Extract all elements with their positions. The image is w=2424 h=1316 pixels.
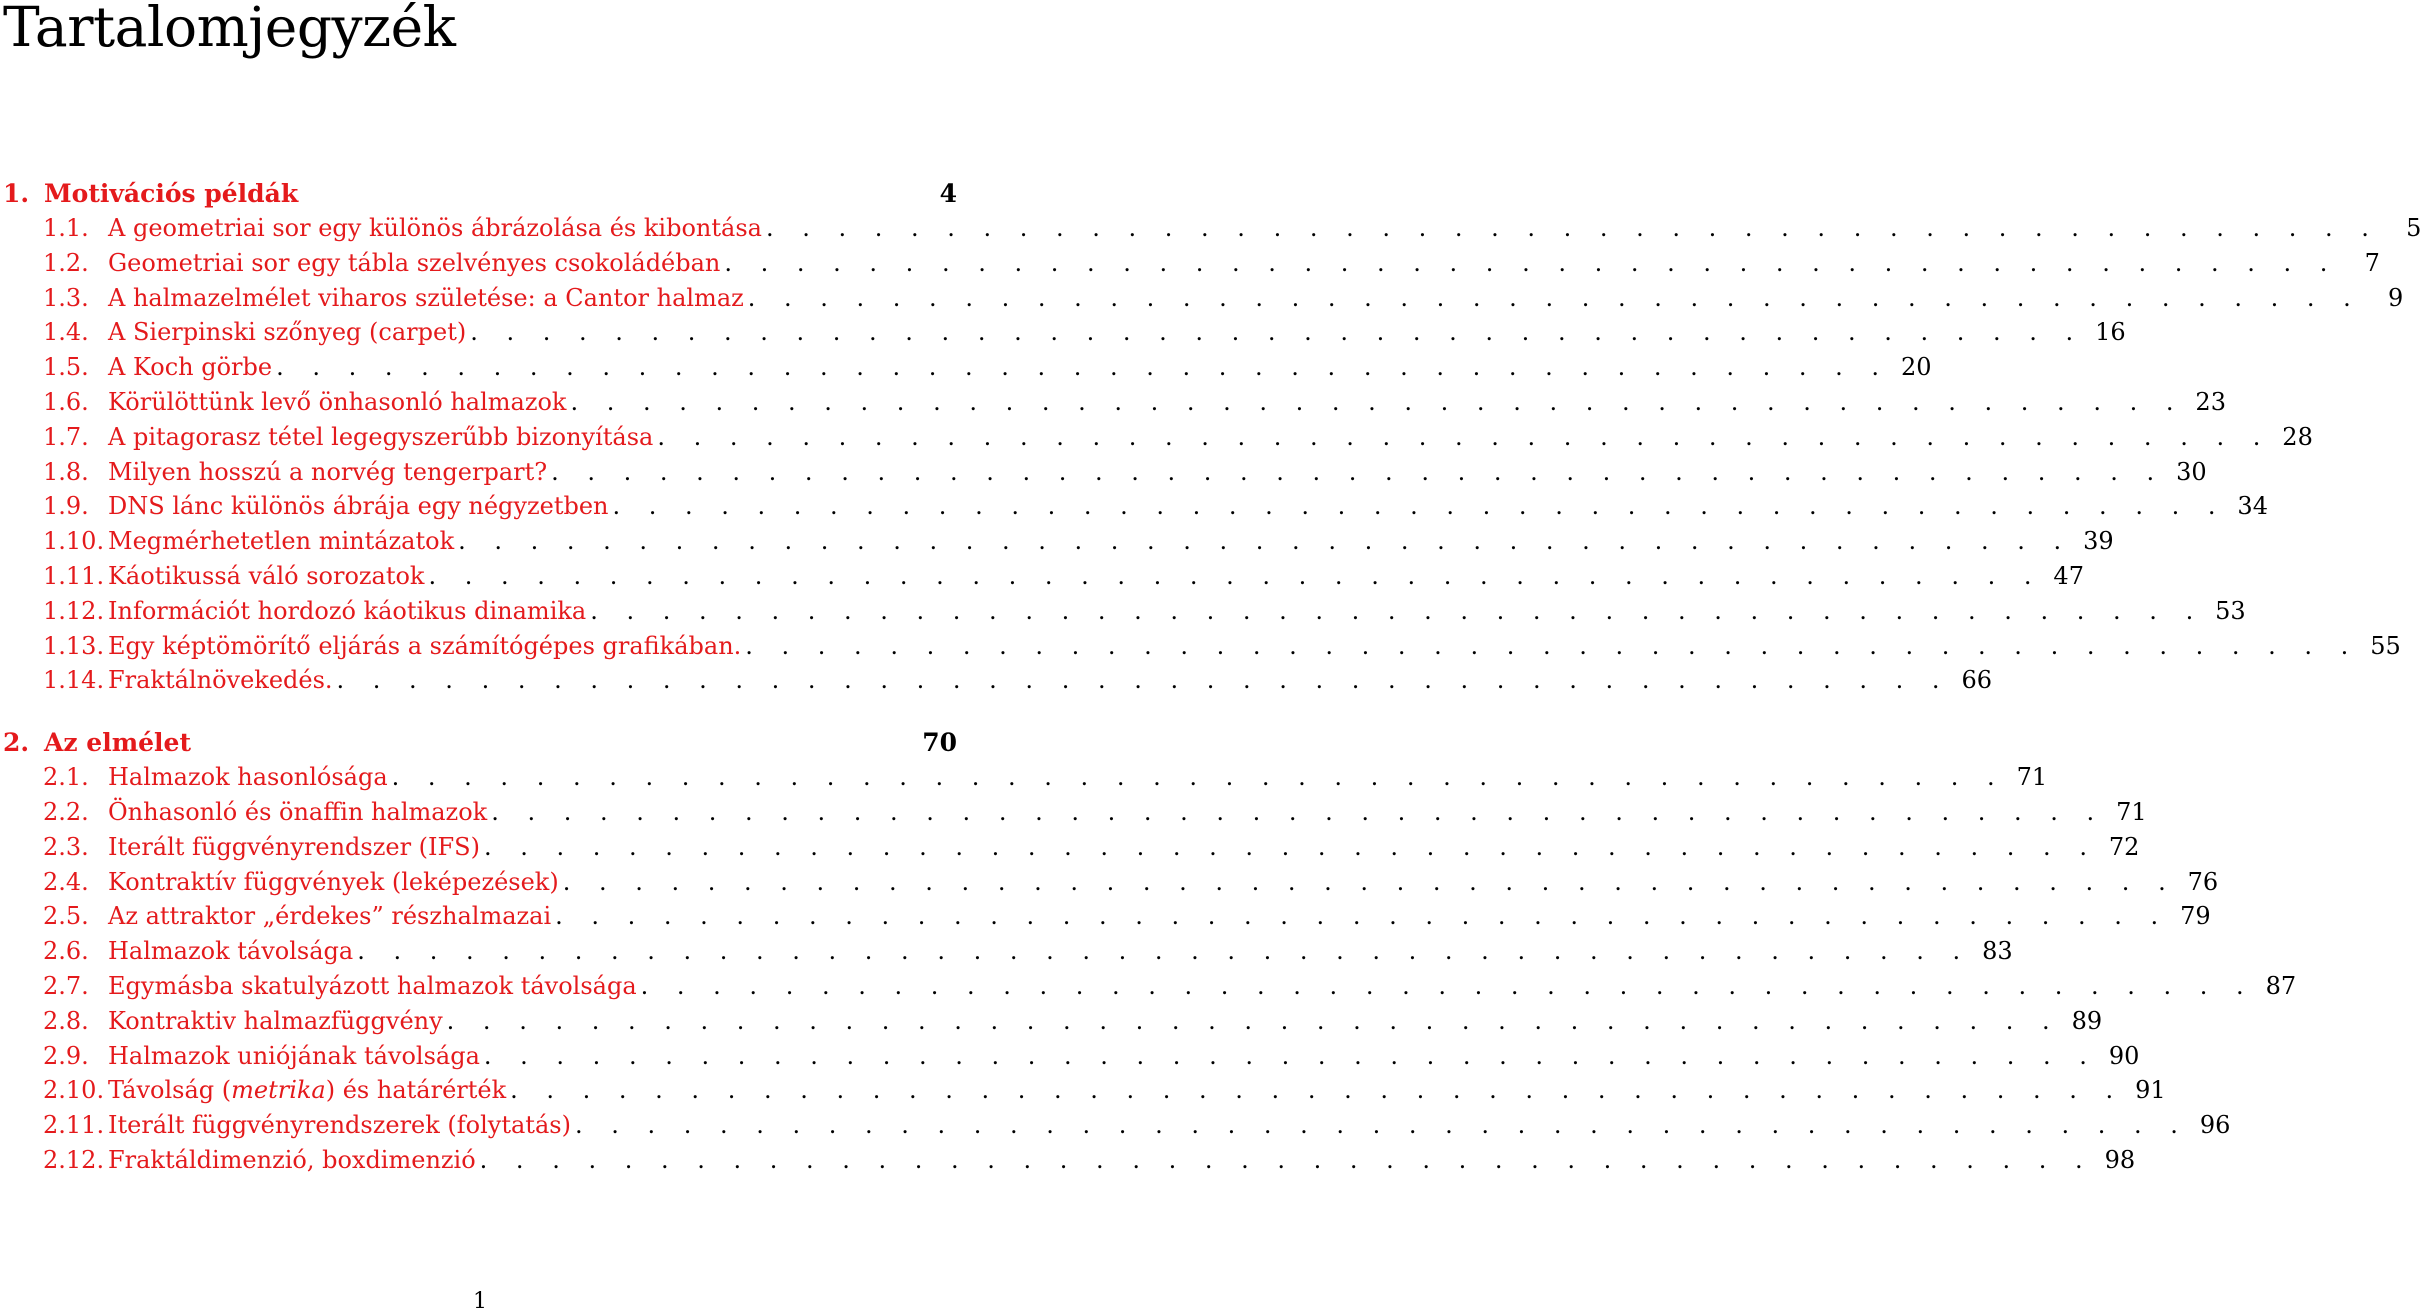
toc-chapter [0,176,2422,698]
section-title-link[interactable]: Önhasonló és önaffin halmazok [108,797,488,826]
section-page-number: 30 [2176,457,2207,486]
toc-section-entry[interactable] [0,559,2084,594]
section-page-number: 71 [2016,763,2048,792]
section-number[interactable]: 2.5. [43,902,89,931]
section-page-number: 90 [2108,1041,2140,1070]
section-number[interactable]: 2.1. [43,763,89,792]
section-title-link[interactable]: Káotikussá váló sorozatok [108,561,425,590]
toc-section-entry[interactable] [0,760,2048,795]
section-page-number: 28 [2282,422,2313,451]
toc-section-entry[interactable] [0,455,2207,490]
section-page-number: 53 [2215,596,2246,625]
section-number[interactable]: 2.12. [43,1145,105,1174]
section-number[interactable]: 1.9. [43,492,89,521]
dot-leader: . . . . . . . . . . . . . . . . . . . . . . . . . . . . . . . . . . . . . . . . . . . . . [570,387,2184,416]
toc-chapter [0,725,2297,1178]
toc-section-entry[interactable] [0,1108,2231,1143]
toc-section-entry[interactable] [0,899,2211,934]
section-number[interactable]: 1.6. [43,387,89,416]
section-page-number: 83 [1982,937,2013,966]
section-title-link[interactable]: Egy képtömörítő eljárás a számítógépes grafikában. [108,631,742,660]
section-number[interactable]: 1.12. [43,596,105,625]
toc-section-entry[interactable] [0,1039,2140,1074]
toc-section-entry[interactable] [0,969,2297,1004]
toc-chapter-entry[interactable] [0,725,960,760]
dot-leader: . . . . . . . . . . . . . . . . . . . . . . . . . . . . . . . . . . . . . . . . . . . . . [483,832,2098,861]
toc-section-entry[interactable] [0,934,2013,969]
section-page-number: 16 [2095,318,2126,347]
section-number[interactable]: 2.10. [43,1076,105,1105]
section-title-link[interactable]: DNS lánc különös ábrája egy négyzetben [108,492,609,521]
page-title: Tartalomjegyzék [3,0,456,59]
dot-leader: . . . . . . . . . . . . . . . . . . . . . . . . . . . . . . . . . . . . . . . . . . . . . [562,867,2177,896]
toc-section-entry[interactable] [0,594,2246,629]
chapter-title-link[interactable]: Az elmélet [44,728,192,758]
section-page-number: 47 [2053,561,2084,590]
section-page-number: 76 [2187,867,2219,896]
chapter-page-number: 4 [939,179,957,208]
section-title-link[interactable]: Kontraktív függvények (leképezések) [108,867,559,896]
toc-section-entry[interactable] [0,246,2380,281]
toc-chapter-entry[interactable] [0,176,960,211]
section-number[interactable]: 2.9. [43,1041,89,1070]
toc-section-entry[interactable] [0,1004,2103,1039]
dot-leader: . . . . . . . . . . . . . . . . . . . . . . . . . . . . . . . . . . . . . . . . . . . . . [357,937,1971,966]
dot-leader: . . . . . . . . . . . . . . . . . . . . . . . . . . . . . . . . . . . . . . . . . . . . . [391,763,2006,792]
section-number[interactable]: 2.8. [43,1006,89,1035]
section-page-number: 87 [2265,971,2297,1000]
section-title-link[interactable]: Egymásba skatulyázott halmazok távolsága [108,971,637,1000]
section-number[interactable]: 1.8. [43,457,89,486]
dot-leader: . . . . . . . . . . . . . . . . . . . . . . . . . . . . . . . . . . . . . . . . . . . . . [470,318,2084,347]
section-number[interactable]: 2.4. [43,867,89,896]
toc-section-entry[interactable] [0,281,2404,316]
section-title-italic-part: metrika [231,1076,326,1105]
chapter-number[interactable]: 2. [3,728,30,758]
dot-leader: . . . . . . . . . . . . . . . . . . . . . . . . . . . . . . . . . . . . . . . . . . . . . [765,214,2380,242]
section-title-link[interactable]: Iterált függvényrendszer (IFS) [108,832,480,861]
chapter-page-number: 70 [922,728,957,758]
dot-leader: . . . . . . . . . . . . . . . . . . . . . . . . . . . . . . . . . . . . . . . . . . . . . [446,1006,2061,1035]
toc-section-entry[interactable] [0,315,2126,350]
section-page-number: 72 [2108,832,2140,861]
dot-leader: . . . . . . . . . . . . . . . . . . . . . . . . . . . . . . . . . . . . . . . . . . . . . [612,492,2226,521]
toc-section-entry[interactable] [0,420,2313,455]
section-number[interactable]: 2.2. [43,797,89,826]
section-title-link[interactable]: Megmérhetetlen mintázatok [108,527,455,556]
section-title-link[interactable]: Halmazok távolsága [108,937,354,966]
section-page-number: 34 [2237,492,2268,521]
section-page-number: 91 [2135,1076,2166,1105]
section-title-link[interactable]: Fraktálnövekedés. [108,666,333,695]
section-title-link[interactable] [108,1073,506,1108]
section-title-link[interactable]: Halmazok uniójának távolsága [108,1041,480,1070]
section-title-link[interactable]: Geometriai sor egy tábla szelvényes csokoládéban [108,248,721,277]
section-number[interactable]: 1.4. [43,318,89,347]
section-number[interactable]: 1.7. [43,422,89,451]
section-title-link[interactable]: Iterált függvényrendszerek (folytatás) [108,1111,571,1140]
section-page-number: 71 [2116,797,2147,826]
toc-section-entry[interactable] [0,795,2147,830]
section-page-number: 79 [2180,902,2211,931]
section-title-link[interactable]: A halmazelmélet viharos születése: a Cantor halmaz [108,283,744,312]
toc-section-entry[interactable] [0,830,2140,865]
section-number[interactable]: 1.3. [43,283,89,312]
section-title-link[interactable]: Körülöttünk levő önhasonló halmazok [108,387,567,416]
section-number[interactable]: 1.11. [43,561,105,590]
dot-leader: . . . . . . . . . . . . . . . . . . . . . . . . . . . . . . . . . . . . . . . . . . . . . [483,1041,2098,1070]
dot-leader: . . . . . . . . . . . . . . . . . . . . . . . . . . . . . . . . . . . . . . . . . . . . . [510,1076,2124,1105]
section-title-link[interactable]: A Sierpinski szőnyeg (carpet) [108,318,467,347]
section-number[interactable]: 1.14. [43,666,105,695]
section-title-link[interactable]: A pitagorasz tétel legegyszerűbb bizonyítása [108,422,654,451]
dot-leader: . . . . . . . . . . . . . . . . . . . . . . . . . . . . . . . . . . . . . . . . . . . . . [724,248,2338,277]
page-number: 1 [473,1289,487,1314]
section-number[interactable]: 1.1. [43,214,89,242]
dot-leader: . . . . . . . . . . . . . . . . . . . . . . . . . . . . . . . . . . . . . . . . . . . . . [555,902,2169,931]
section-page-number: 7 [2364,248,2380,277]
section-title-link[interactable]: A Koch görbe [108,353,273,382]
section-title-link[interactable]: A geometriai sor egy különös ábrázolása és kibontása [108,214,762,242]
dot-leader: . . . . . . . . . . . . . . . . . . . . . . . . . . . . . . . . . . . . . . . . . . . . . [574,1111,2189,1140]
dot-leader: . . . . . . . . . . . . . . . . . . . . . . . . . . . . . . . . . . . . . . . . . . . . . [590,596,2204,625]
section-title-part: Távolság ( [108,1076,232,1105]
dot-leader: . . . . . . . . . . . . . . . . . . . . . . . . . . . . . . . . . . . . . . . . . . . . . [479,1145,2094,1174]
dot-leader: . . . . . . . . . . . . . . . . . . . . . . . . . . . . . . . . . . . . . . . . . . . . . [747,283,2362,312]
chapter-title-link[interactable]: Motivációs példák [44,179,299,208]
toc-section-entry[interactable] [0,629,2401,664]
dot-leader: . . . . . . . . . . . . . . . . . . . . . . . . . . . . . . . . . . . . . . . . . . . . . [640,971,2255,1000]
dot-leader: . . . . . . . . . . . . . . . . . . . . . . . . . . . . . . . . . . . . . . . . . . . . . [745,631,2359,660]
section-page-number: 5 [2406,214,2422,242]
section-title-link[interactable]: Fraktáldimenzió, boxdimenzió [108,1145,476,1174]
section-page-number: 55 [2370,631,2401,660]
section-number[interactable]: 1.13. [43,631,105,660]
toc-section-entry[interactable] [0,211,2422,246]
dot-leader: . . . . . . . . . . . . . . . . . . . . . . . . . . . . . . . . . . . . . . . . . . . . . [276,353,1890,382]
toc-section-entry[interactable] [0,1143,2136,1178]
toc-section-entry[interactable] [0,385,2226,420]
chapter-number[interactable]: 1. [3,179,30,208]
toc-section-entry[interactable] [0,865,2219,900]
section-title-link[interactable]: Milyen hosszú a norvég tengerpart? [108,457,548,486]
toc-section-entry[interactable] [0,489,2268,524]
section-number[interactable]: 2.11. [43,1111,105,1140]
section-number[interactable]: 1.5. [43,353,89,382]
dot-leader: . . . . . . . . . . . . . . . . . . . . . . . . . . . . . . . . . . . . . . . . . . . . . [336,666,1951,695]
section-number[interactable]: 2.7. [43,971,89,1000]
section-page-number: 66 [1961,666,1993,695]
section-title-link[interactable]: Információt hordozó káotikus dinamika [108,596,587,625]
section-title-part: ) és határérték [325,1076,507,1105]
section-page-number: 20 [1901,353,1932,382]
section-number[interactable]: 1.10. [43,527,105,556]
table-of-contents [0,176,2422,1178]
toc-section-entry[interactable] [0,524,2114,559]
dot-leader: . . . . . . . . . . . . . . . . . . . . . . . . . . . . . . . . . . . . . . . . . . . . . [551,457,2165,486]
section-page-number: 89 [2071,1006,2103,1035]
section-number[interactable]: 2.3. [43,832,89,861]
section-page-number: 98 [2104,1145,2136,1174]
toc-section-entry[interactable] [0,1073,2166,1108]
section-title-link[interactable]: Kontraktiv halmazfüggvény [108,1006,443,1035]
section-page-number: 9 [2387,283,2404,312]
section-title-link[interactable]: Halmazok hasonlósága [108,763,388,792]
section-page-number: 39 [2083,527,2114,556]
dot-leader: . . . . . . . . . . . . . . . . . . . . . . . . . . . . . . . . . . . . . . . . . . . . . [428,561,2042,590]
section-title-link[interactable]: Az attraktor „érdekes” részhalmazai [108,902,552,931]
section-page-number: 23 [2195,387,2226,416]
section-number[interactable]: 2.6. [43,937,89,966]
dot-leader: . . . . . . . . . . . . . . . . . . . . . . . . . . . . . . . . . . . . . . . . . . . . . [657,422,2271,451]
toc-section-entry[interactable] [0,350,1932,385]
dot-leader: . . . . . . . . . . . . . . . . . . . . . . . . . . . . . . . . . . . . . . . . . . . . . [458,527,2072,556]
toc-section-entry[interactable] [0,663,1993,698]
section-number[interactable]: 1.2. [43,248,89,277]
section-page-number: 96 [2199,1111,2231,1140]
dot-leader: . . . . . . . . . . . . . . . . . . . . . . . . . . . . . . . . . . . . . . . . . . . . . [491,797,2105,826]
